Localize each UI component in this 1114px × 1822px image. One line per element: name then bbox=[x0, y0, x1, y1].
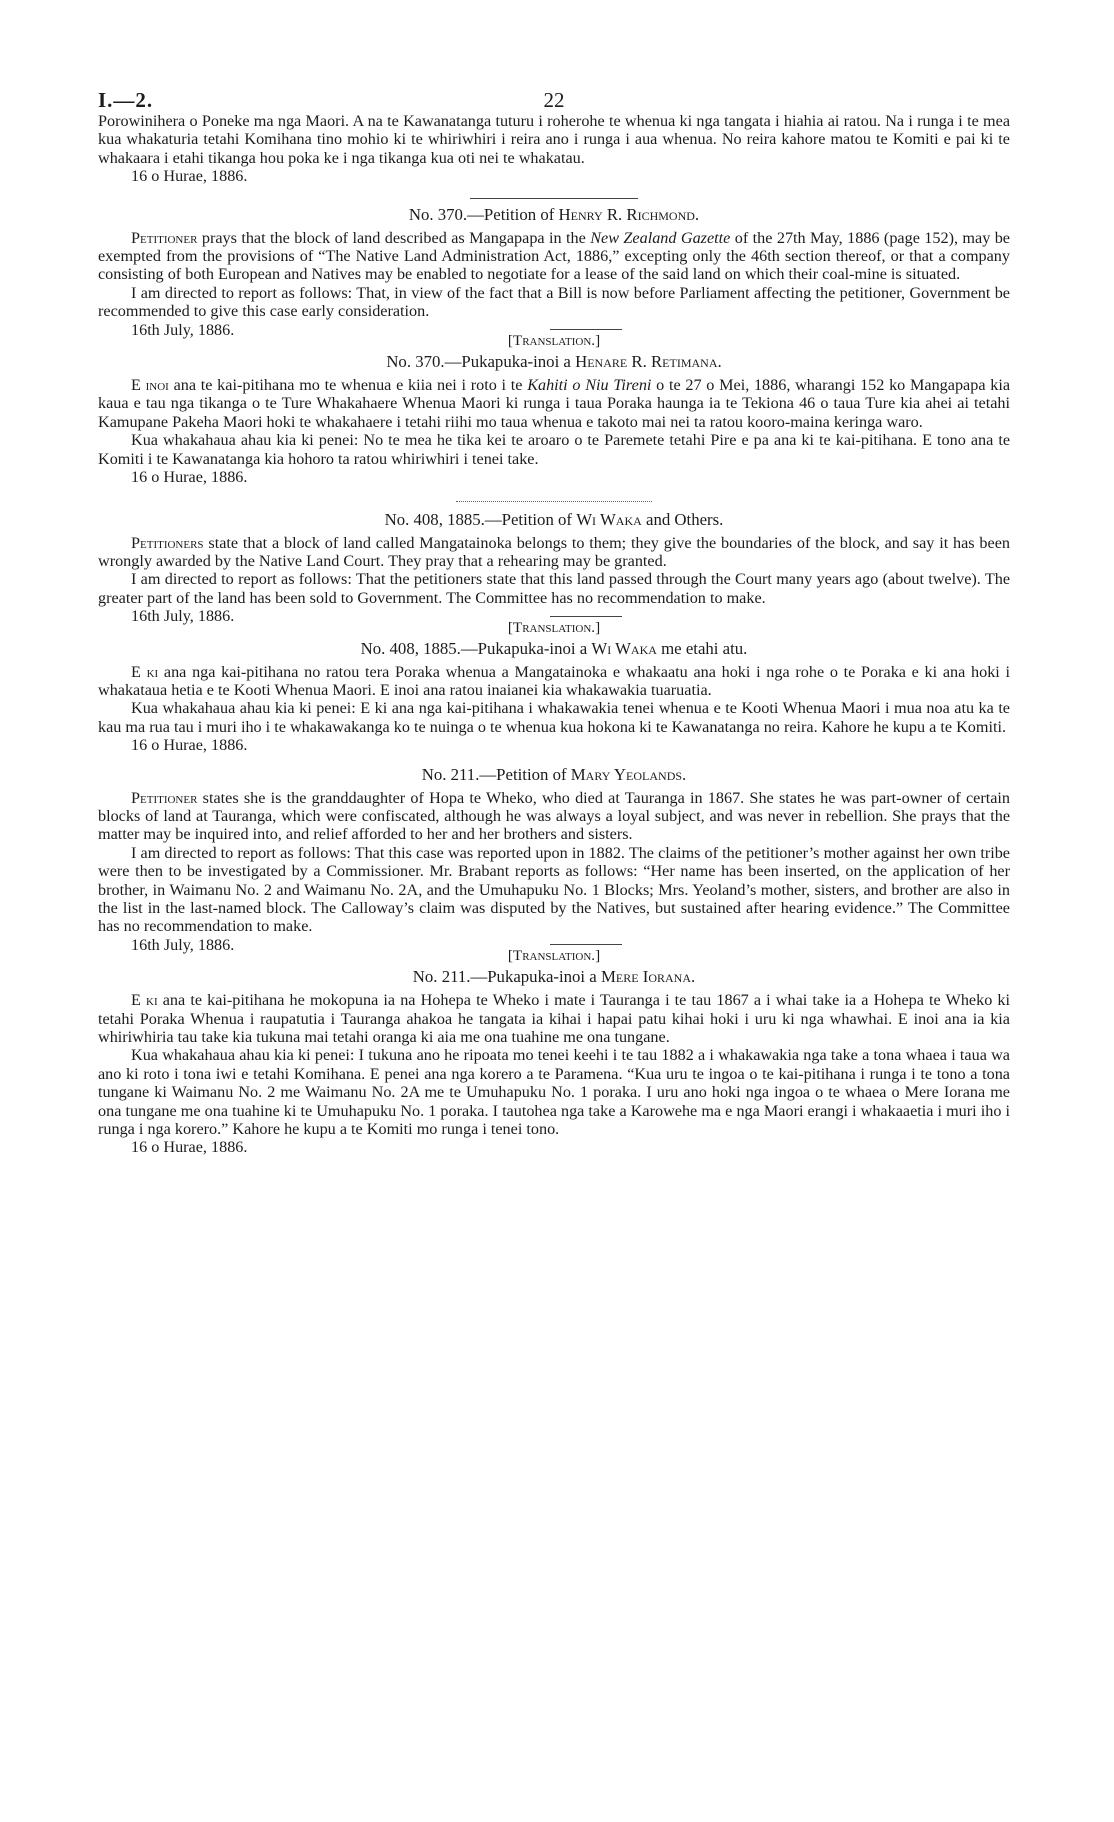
petition-211-title: No. 211.—Petition of Mary Yeolands. bbox=[421, 764, 687, 784]
section-divider bbox=[456, 501, 652, 502]
short-divider bbox=[550, 329, 622, 330]
petition-211-report: I am directed to report as follows: That this case was reported upon in 1882. The claims of the petitioner’s mother against her own tribe were then to be investigated by a Commissioner. Mr. Brabant reports as follows: “Her name has been inserted, on the application of her brother, in Waimanu No. 2 and Waimanu No. 2A, and the Umuhapuku No. 1 Blocks; Mrs. Yeoland’s mother, sisters, and brother are also in the list in the last-named block. The Calloway’s claim was disputed by the Natives, but sustained after hearing evidence.” The Committee has no recommendation to make. bbox=[98, 843, 1010, 936]
page-header bbox=[98, 0, 1010, 112]
petition-370-tr-date: 16 o Hurae, 1886. bbox=[131, 468, 248, 487]
translation-label: [Translation.] bbox=[507, 332, 601, 350]
petition-408-tr-date: 16 o Hurae, 1886. bbox=[131, 736, 248, 755]
petition-211-tr-title: No. 211.—Pukapuka-inoi a Mere Iorana. bbox=[412, 967, 696, 987]
petition-211-body: Petitioner states she is the granddaughter of Hopa te Wheko, who died at Tauranga in 1867. She states he was part-owner of certain blocks of land at Tauranga, which were confiscated, although he was always a loyal subject, and was never in rebellion. She prays that the matter may be inquired into, and relief afforded to her and her brothers and sisters. bbox=[98, 788, 1010, 844]
petition-211-tr-date: 16 o Hurae, 1886. bbox=[131, 1138, 248, 1157]
section-divider bbox=[470, 198, 638, 199]
petition-211-date: 16th July, 1886. bbox=[131, 935, 235, 954]
short-divider bbox=[550, 616, 622, 617]
intro-paragraph: Porowinihera o Poneke ma nga Maori. A na te Kawanatanga tuturu i roherohe te whenua ki nga tangata i hiahia ai ratou. Na i runga i te mea kua whakaturia tetahi Komihana tino mohio ki te whiriwhiri i reira ano i runga i aua whenua. No reira kahore matou te Komiti e pai ki te whakaara i etahi tikanga hou poka ke i nga tikanga kua oti nei te whakatau. bbox=[98, 112, 1010, 167]
petition-211-tr-body: E ki ana te kai-pitihana he mokopuna ia na Hohepa te Wheko i mate i Tauranga i te tau 1867 a i whai take ia a Hohepa te Wheko ki tetahi Poraka Whenua i raupatutia i Tauranga ahakoa he tangata ia kihai i hapai patu kihai hoki i uru ki nga whawhai. E inoi ana ia kia whiriwhiria tau take kia tukuna mai tetahi oranga ki aia me ona tuahine me ona tungane. bbox=[98, 991, 1010, 1047]
petition-370-tr-body: E inoi ana te kai-pitihana mo te whenua e kiia nei i roto i te Kahiti o Niu Tireni o te 27 o Mei, 1886, wharangi 152 ko Mangapapa kia kaua e tau nga tikanga o te Ture Whakahaere Whenua Maori ki runga i taua Poraka haunga ia te Tekiona 46 o taua Ture kia ahei ai tetahi Kamupane Pakeha Maori hoki te whakahaere i tetahi riihi mo taua whenua e takoto mai nei ta ratou kooro-maina keringa waro. bbox=[98, 376, 1011, 431]
petition-408-tr-title: No. 408, 1885.—Pukapuka-inoi a Wi Waka me etahi atu. bbox=[360, 638, 748, 658]
translation-label: [Translation.] bbox=[507, 947, 601, 965]
petition-370-tr-title: No. 370.—Pukapuka-inoi a Henare R. Retimana. bbox=[386, 352, 722, 372]
translation-label: [Translation.] bbox=[507, 618, 601, 636]
petition-408-body: Petitioners state that a block of land called Mangatainoka belongs to them; they give the boundaries of the block, and say it has been wrongly awarded by the Native Land Court. They pray that a rehearing may be granted. bbox=[98, 533, 1010, 570]
petition-408-date: 16th July, 1886. bbox=[131, 607, 235, 626]
petition-370-body: Petitioner prays that the block of land described as Mangapapa in the New Zealand Gazette of the 27th May, 1886 (page 152), may be exempted from the provisions of “The Native Land Administration Act, 1886,” excepting only the 46th section thereof, or that a company consisting of both European and Natives may be enabled to negotiate for a lease of the said land on which their coal-mine is situated. bbox=[98, 228, 1010, 284]
short-divider bbox=[550, 944, 622, 945]
petition-370-date: 16th July, 1886. bbox=[131, 320, 235, 339]
document-page bbox=[98, 0, 1010, 1157]
petition-408-tr-report: Kua whakahaua ahau kia ki penei: E ki ana nga kai-pitihana i whakawakia tenei whenua e te Kooti Whenua Maori i mua noa atu ka te kau ma rua tau i muri iho i te whakawakanga ko te nuinga o te whenua kua hokona ki te Kawanatanga no reira. Kahore he kupu a te Komiti. bbox=[98, 699, 1010, 736]
petition-370-tr-report: Kua whakahaua ahau kia ki penei: No te mea he tika kei te aroaro o te Paremete tetahi Pire e pa ana ki te kai-pitihana. E tono ana te Komiti i te Kawanatanga kia hohoro ta ratou whiriwhiri i tenei take. bbox=[98, 431, 1010, 468]
petition-370-title: No. 370.—Petition of Henry R. Richmond. bbox=[408, 204, 700, 224]
petition-370-report: I am directed to report as follows: That, in view of the fact that a Bill is now before Parliament affecting the petitioner, Government be recommended to give this case early consideration. bbox=[98, 283, 1010, 321]
petition-211-tr-report: Kua whakahaua ahau kia ki penei: I tukuna ano he ripoata mo tenei keehi i te tau 1882 a i whakawakia nga take a tona whaea i taua wa ano ki roto i tona iwi e tetahi Komihana. E penei ana nga korero a te Paramena. “Kua uru te ingoa o te kai-pitihana i runga i te tono a tona tungane ki Waimanu No. 2 me Waimanu No. 2A me te Umuhapuku No. 1 poraka. I uru ano hoki nga ingoa o te whaea o Mere Iorana me ona tungane me ona tuahine ki te Umuhapuku No. 1 poraka. I tautohea nga take a Karowehe ma e nga Maori erangi i whakaaetia i muri iho i runga i nga korero.” Kahore he kupu a te Komiti mo runga i tenei tono. bbox=[98, 1046, 1010, 1139]
petition-408-report: I am directed to report as follows: That the petitioners state that this land passed through the Court many years ago (about twelve). The greater part of the land has been sold to Government. The Committee has no recommendation to make. bbox=[98, 570, 1010, 607]
petition-408-title: No. 408, 1885.—Petition of Wi Waka and Others. bbox=[384, 509, 724, 529]
petition-408-tr-body: E ki ana nga kai-pitihana no ratou tera Poraka whenua a Mangatainoka e whakaatu ana hoki i nga rohe o te Poraka e ki ana hoki i whakataua hetia e te Kooti Whenua Maori. E inoi ana ratou inaianei kia whakawakia tuaruatia. bbox=[98, 662, 1010, 699]
document-reference: I.—2. bbox=[98, 88, 154, 112]
intro-date: 16 o Hurae, 1886. bbox=[131, 167, 248, 186]
page-number: 22 bbox=[543, 88, 565, 112]
